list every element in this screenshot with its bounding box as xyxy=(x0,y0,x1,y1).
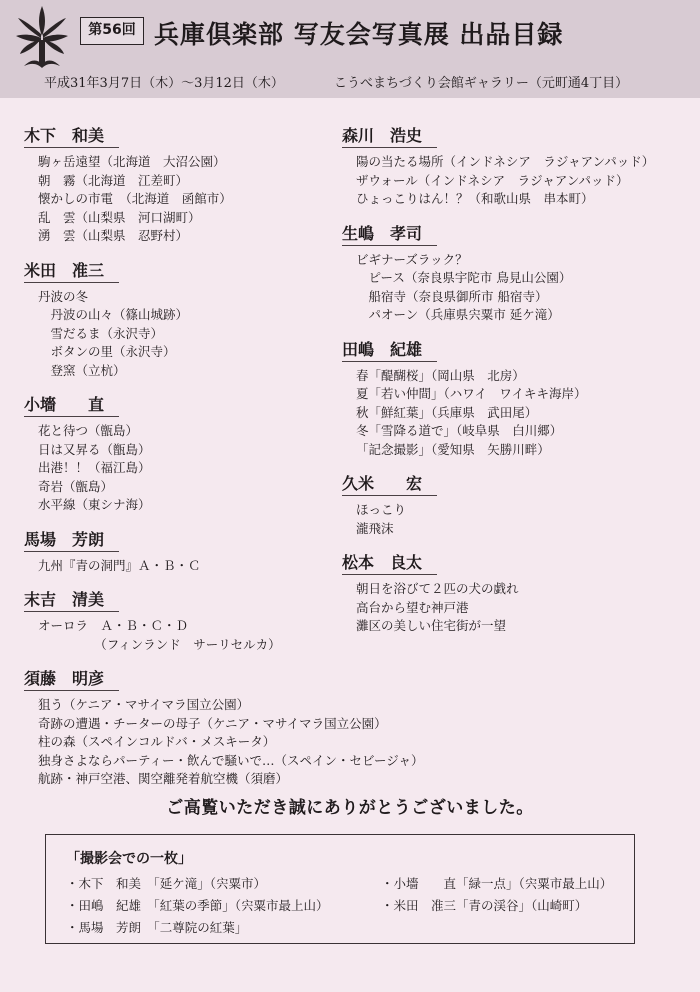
work-title: 湧 雲（山梨県 忍野村） xyxy=(38,228,189,243)
work-list xyxy=(342,153,662,209)
photographer-entry xyxy=(342,552,662,636)
work-title: 懐かしの市電 （北海道 函館市） xyxy=(38,191,232,206)
photographer-name: 末吉 清美 xyxy=(24,589,119,612)
photographer-name: 松本 良太 xyxy=(342,552,437,575)
work-list xyxy=(24,422,344,515)
page-title: 兵庫倶楽部 写友会写真展 出品目録 xyxy=(154,20,564,49)
photographer-entry xyxy=(342,223,662,325)
work-title: 船宿寺（奈良県御所市 船宿寺） xyxy=(356,288,548,304)
work-list xyxy=(24,617,344,654)
photographer-entry xyxy=(24,529,344,576)
work-list xyxy=(342,580,662,636)
work-list xyxy=(24,557,344,576)
header-band xyxy=(0,0,700,98)
work-title: パオーン（兵庫県宍粟市 延ケ滝） xyxy=(356,307,560,322)
work-title: 九州『青の洞門』Ａ・Ｂ・Ｃ xyxy=(38,557,201,573)
exhibition-dates: 平成31年3月7日（木）～3月12日（木） xyxy=(44,76,284,91)
work-title: 陽の当たる場所（インドネシア ラジャアンパッド） xyxy=(356,154,655,169)
leaf-crest-icon xyxy=(14,4,70,70)
work-title: オーロラ Ａ・Ｂ・Ｃ・Ｄ xyxy=(38,618,189,633)
work-list xyxy=(24,153,344,246)
work-title: 奇跡の遭遇・チーターの母子（ケニア・マサイマラ国立公園） xyxy=(38,715,387,731)
work-title: 高台から望む神戸港 xyxy=(356,599,469,615)
work-title: 出港！！（福江島） xyxy=(38,460,151,475)
photo-session-entry: ・小墻 直「緑一点」（宍粟市最上山） xyxy=(381,876,613,891)
photo-session-list-left xyxy=(66,873,329,939)
work-title: ひょっこりはん！？（和歌山県 串本町） xyxy=(356,191,594,206)
work-title: 秋「鮮紅葉」（兵庫県 武田尾） xyxy=(356,404,538,420)
photographer-entry xyxy=(342,125,662,209)
work-list xyxy=(24,696,424,789)
photo-session-entry: ・木下 和美 「延ケ滝」（宍粟市） xyxy=(66,876,267,891)
work-title: 「記念撮影」（愛知県 矢勝川畔） xyxy=(356,441,550,457)
work-title: 朝日を浴びて２匹の犬の戯れ xyxy=(356,581,519,596)
photo-session-box xyxy=(45,834,635,944)
photographer-entry xyxy=(342,339,662,460)
photographer-name: 馬場 芳朗 xyxy=(24,529,119,552)
work-list xyxy=(342,367,662,460)
work-list xyxy=(24,288,344,381)
work-title: 航跡・神戸空港、関空離発着航空機（須磨） xyxy=(38,771,289,786)
work-title: 登窯（立杭） xyxy=(38,362,126,378)
photographer-entry xyxy=(342,473,662,538)
photographer-name: 生嶋 孝司 xyxy=(342,223,437,246)
work-list xyxy=(342,251,662,325)
photo-session-entry: ・田嶋 紀雄 「紅葉の季節」（宍粟市最上山） xyxy=(66,898,329,913)
work-title: 瀧飛沫 xyxy=(356,520,394,536)
work-title: 水平線（東シナ海） xyxy=(38,497,151,512)
photographer-entry xyxy=(24,394,344,515)
work-title: 春「醍醐桜」（岡山県 北房） xyxy=(356,367,525,383)
work-title: 狙う（ケニア・マサイマラ国立公園） xyxy=(38,697,250,712)
photo-session-entry: ・馬場 芳朗 「二尊院の紅葉」 xyxy=(66,920,248,935)
photo-session-entry: ・米田 准三「青の渓谷」（山崎町） xyxy=(381,898,588,913)
work-title: ピース（奈良県宇陀市 鳥見山公園） xyxy=(356,270,572,285)
work-list xyxy=(342,501,662,538)
work-title: 灘区の美しい住宅街が一望 xyxy=(356,618,507,633)
work-title: 丹波の冬 xyxy=(38,288,89,304)
work-title: ザウォール（インドネシア ラジャアンパッド） xyxy=(356,172,629,188)
work-title: 柱の森（スペインコルドバ・メスキータ） xyxy=(38,734,276,749)
work-title: ボタンの里（永沢寺） xyxy=(38,344,176,359)
work-title: （フィンランド サーリセルカ） xyxy=(38,636,281,652)
photographer-entry xyxy=(24,668,424,789)
photo-session-title: 「撮影会での一枚」 xyxy=(66,851,192,867)
work-title: 雪だるま（永沢寺） xyxy=(38,325,164,341)
work-title: 奇岩（甑島） xyxy=(38,478,114,494)
edition-badge: 第56回 xyxy=(80,17,144,45)
photographer-name: 小墻 直 xyxy=(24,394,119,417)
closing-message: ご高覧いただき誠にありがとうございました。 xyxy=(166,798,534,818)
work-title: 冬「雪降る道で」（岐阜県 白川郷） xyxy=(356,423,563,438)
photographer-entry xyxy=(24,125,344,246)
work-title: 朝 霧（北海道 江差町） xyxy=(38,172,189,188)
exhibition-venue: こうべまちづくり会館ギャラリー（元町通4丁目） xyxy=(334,76,629,91)
photographer-name: 須藤 明彦 xyxy=(24,668,119,691)
photographer-name: 久米 宏 xyxy=(342,473,437,496)
work-title: 駒ヶ岳遠望（北海道 大沼公園） xyxy=(38,154,226,169)
work-title: ほっこり xyxy=(356,502,407,517)
right-catalog-column xyxy=(342,125,662,650)
photographer-name: 田嶋 紀雄 xyxy=(342,339,437,362)
work-title: 丹波の山々（篠山城跡） xyxy=(38,307,189,322)
work-title: 独身さよならパーティー・飲んで騒いで…（スペイン・セビージャ） xyxy=(38,752,424,768)
work-title: 夏「若い仲間」（ハワイ ワイキキ海岸） xyxy=(356,386,587,401)
photo-session-list-right xyxy=(381,873,612,917)
photographer-entry xyxy=(24,589,344,654)
work-title: 花と待つ（甑島） xyxy=(38,423,139,438)
work-title: 乱 雲（山梨県 河口湖町） xyxy=(38,209,201,225)
photographer-name: 米田 准三 xyxy=(24,260,119,283)
work-title: 日は又昇る（甑島） xyxy=(38,441,151,457)
work-title: ビギナーズラック？ xyxy=(356,251,468,267)
photographer-entry xyxy=(24,260,344,381)
photographer-name: 木下 和美 xyxy=(24,125,119,148)
photographer-name: 森川 浩史 xyxy=(342,125,437,148)
